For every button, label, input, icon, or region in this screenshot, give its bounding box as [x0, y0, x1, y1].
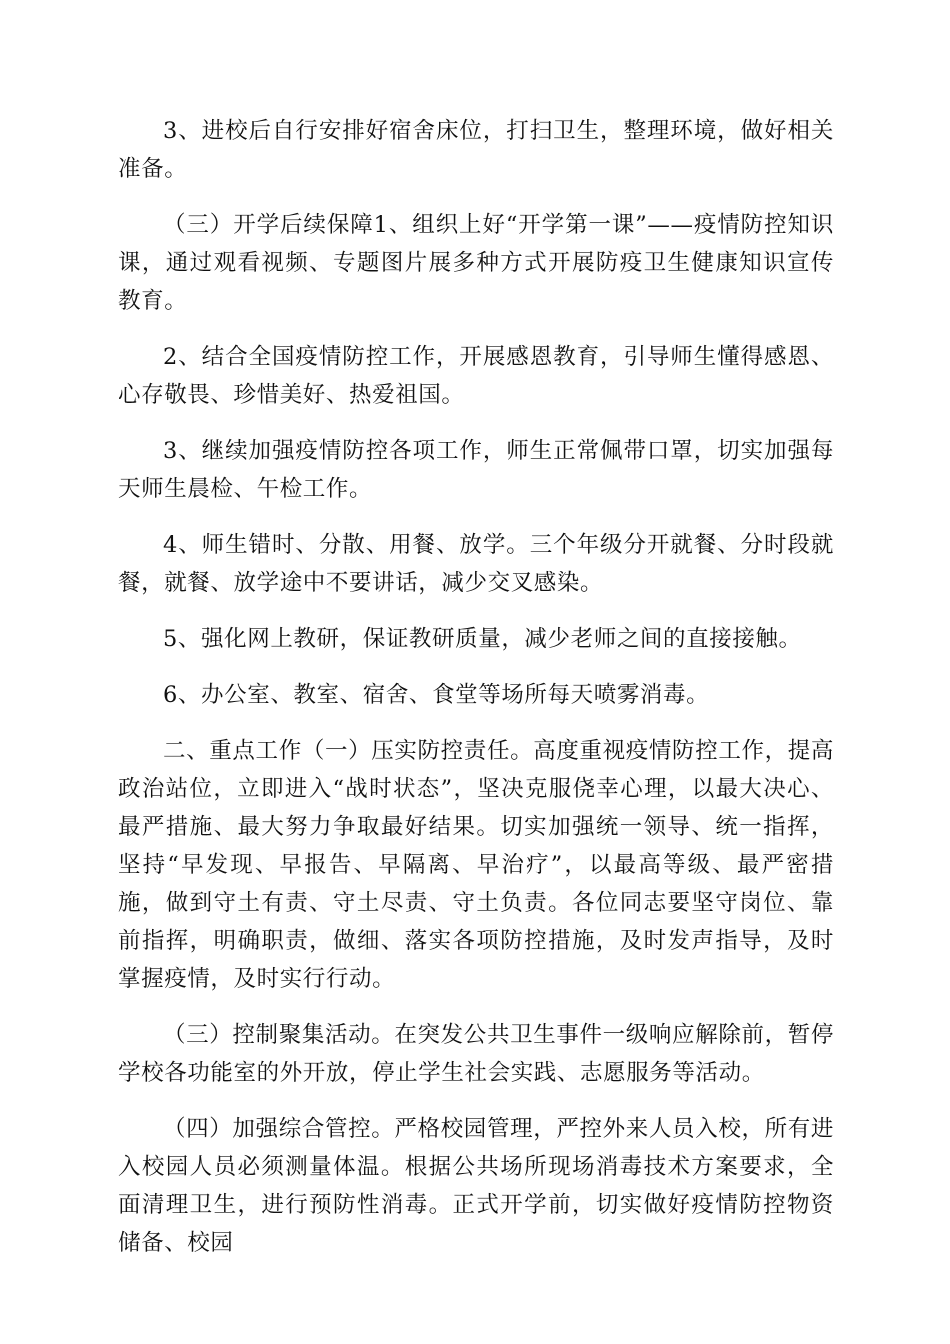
paragraph-section-3-first-lesson: （三）开学后续保障1、组织上好“开学第一课”——疫情防控知识课，通过观看视频、专题图片展多种方式开展防疫卫生健康知识宣传教育。: [118, 212, 834, 314]
paragraph-item-2-gratitude: 2、结合全国疫情防控工作，开展感恩教育，引导师生懂得感恩、心存敬畏、珍惜美好、热爱祖国。: [118, 344, 834, 408]
paragraph-item-5-online-research: 5、强化网上教研，保证教研质量，减少老师之间的直接接触。: [163, 626, 802, 652]
document-body: [118, 112, 834, 1280]
paragraph-item-4-staggered-meals: 4、师生错时、分散、用餐、放学。三个年级分开就餐、分时段就餐，就餐、放学途中不要讲话，减少交叉感染。: [118, 532, 834, 596]
paragraph-key-work-responsibility: 二、重点工作（一）压实防控责任。高度重视疫情防控工作，提高政治站位，立即进入“战时状态”，坚决克服侥幸心理，以最大决心、最严措施、最大努力争取最好结果。切实加强统一领导、统一指挥，坚持“早发现、早报告、早隔离、早治疗”，以最高等级、最严密措施，做到守土有责、守土尽责、守土负责。各位同志要坚守岗位、靠前指挥，明确职责，做细、落实各项防控措施，及时发声指导，及时掌握疫情，及时实行行动。: [118, 738, 834, 992]
paragraph-item-6-disinfection: 6、办公室、教室、宿舍、食堂等场所每天喷雾消毒。: [163, 682, 710, 708]
paragraph-item-3-masks: 3、继续加强疫情防控各项工作，师生正常佩带口罩，切实加强每天师生晨检、午检工作。: [118, 438, 834, 502]
paragraph-control-gatherings: （三）控制聚集活动。在突发公共卫生事件一级响应解除前，暂停学校各功能室的外开放，停止学生社会实践、志愿服务等活动。: [118, 1022, 834, 1086]
paragraph-comprehensive-control: （四）加强综合管控。严格校园管理，严控外来人员入校，所有进入校园人员必须测量体温。根据公共场所现场消毒技术方案要求，全面清理卫生，进行预防性消毒。正式开学前，切实做好疫情防控物资储备、校园: [118, 1116, 834, 1256]
paragraph-item-3-dorm: 3、进校后自行安排好宿舍床位，打扫卫生，整理环境，做好相关准备。: [118, 118, 834, 182]
